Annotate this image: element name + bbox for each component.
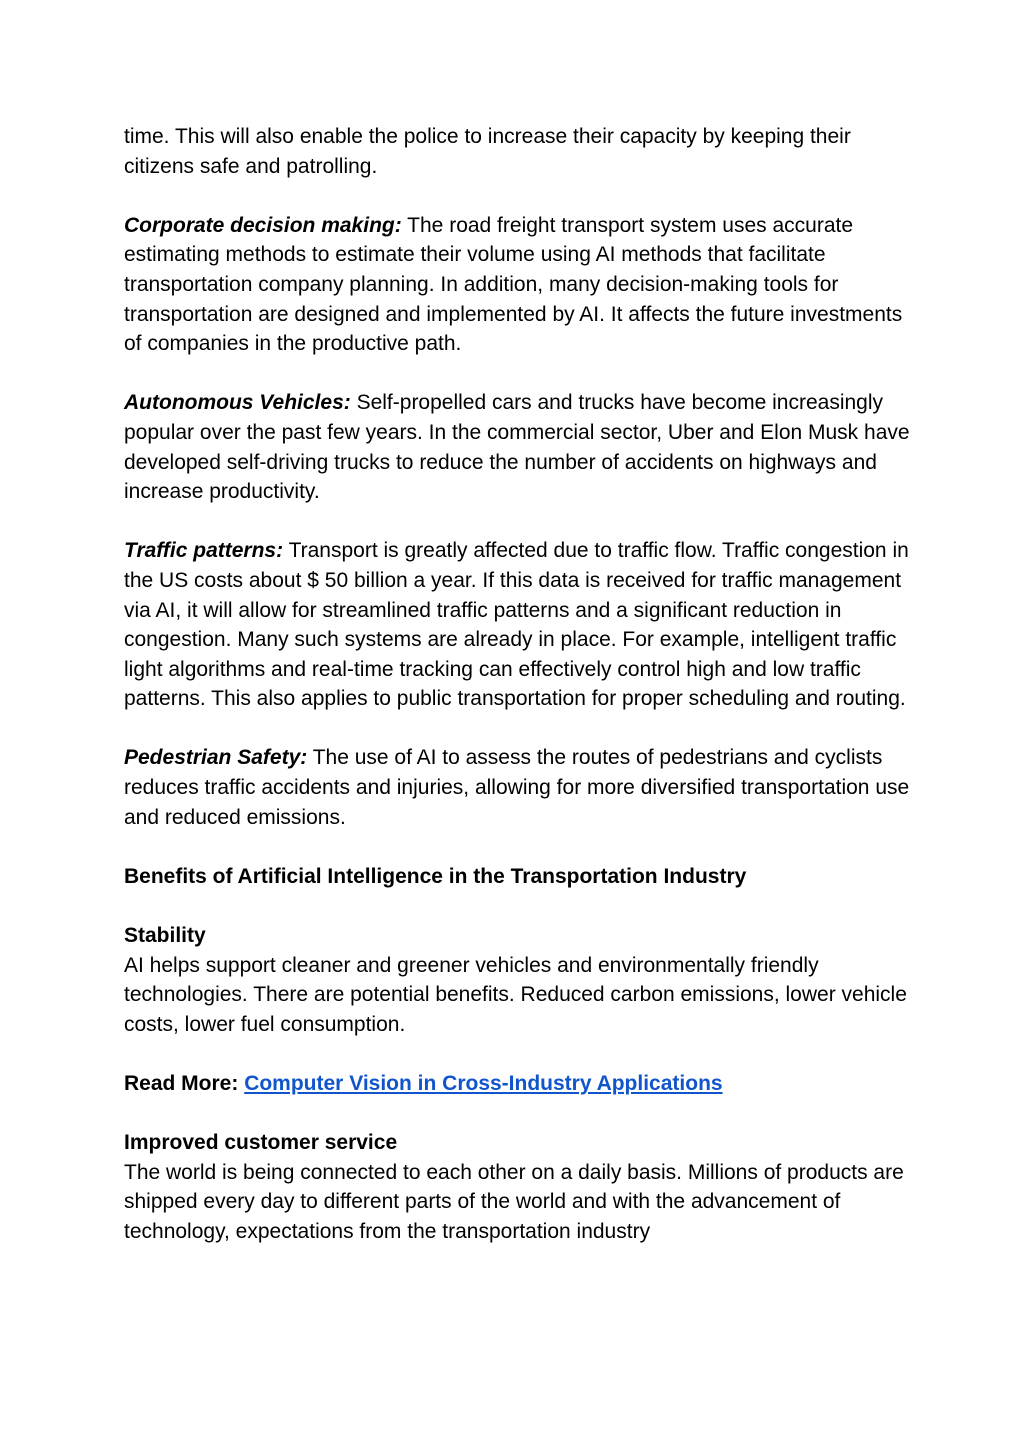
autonomous-term: Autonomous Vehicles: (124, 391, 351, 415)
document-page (124, 122, 914, 1276)
traffic-term: Traffic patterns: (124, 539, 284, 563)
benefits-heading: Benefits of Artificial Intelligence in the Transportation Industry (124, 864, 747, 888)
customer-service-title: Improved customer service (124, 1131, 398, 1155)
stability-section (124, 921, 914, 1039)
autonomous-text: Self-propelled cars and trucks have become increasingly popular over the past few years. In the commercial sector, Uber and Elon Musk have developed self-driving trucks to reduce the number of accidents on highways and increase productivity. (124, 391, 910, 504)
traffic-paragraph (124, 536, 914, 714)
stability-title: Stability (124, 924, 206, 948)
customer-service-text: The world is being connected to each other on a daily basis. Millions of products are shipped every day to different parts of the world and with the advancement of technology, expectations from the transportation industry (124, 1160, 904, 1243)
corporate-paragraph (124, 211, 914, 359)
pedestrian-text: The use of AI to assess the routes of pedestrians and cyclists reduces traffic accidents and injuries, allowing for more diversified transportation use and reduced emissions. (124, 746, 910, 829)
traffic-text: Transport is greatly affected due to traffic flow. Traffic congestion in the US costs about $ 50 billion a year. If this data is received for traffic management via AI, it will allow for streamlined traffic patterns and a significant reduction in congestion. Many such systems are already in place. For example, intelligent traffic light algorithms and real-time tracking can effectively control high and low traffic patterns. This also applies to public transportation for proper scheduling and routing. (124, 539, 909, 711)
stability-text: AI helps support cleaner and greener vehicles and environmentally friendly technologies. There are potential benefits. Reduced carbon emissions, lower vehicle costs, lower fuel consumption. (124, 953, 907, 1036)
pedestrian-term: Pedestrian Safety: (124, 746, 308, 770)
read-more-label: Read More: (124, 1072, 245, 1095)
customer-service-section (124, 1128, 914, 1246)
intro-paragraph: time. This will also enable the police to increase their capacity by keeping their citizens safe and patrolling. (124, 125, 851, 178)
pedestrian-paragraph (124, 743, 914, 832)
read-more-line (124, 1069, 914, 1099)
read-more-link[interactable]: Computer Vision in Cross-Industry Applications (244, 1072, 723, 1095)
corporate-term: Corporate decision making: (124, 213, 402, 237)
corporate-text: The road freight transport system uses accurate estimating methods to estimate their volume using AI methods that facilitate transportation company planning. In addition, many decision-making tools for transportation are designed and implemented by AI. It affects the future investments of companies in the productive path. (124, 213, 903, 356)
autonomous-paragraph (124, 388, 914, 506)
